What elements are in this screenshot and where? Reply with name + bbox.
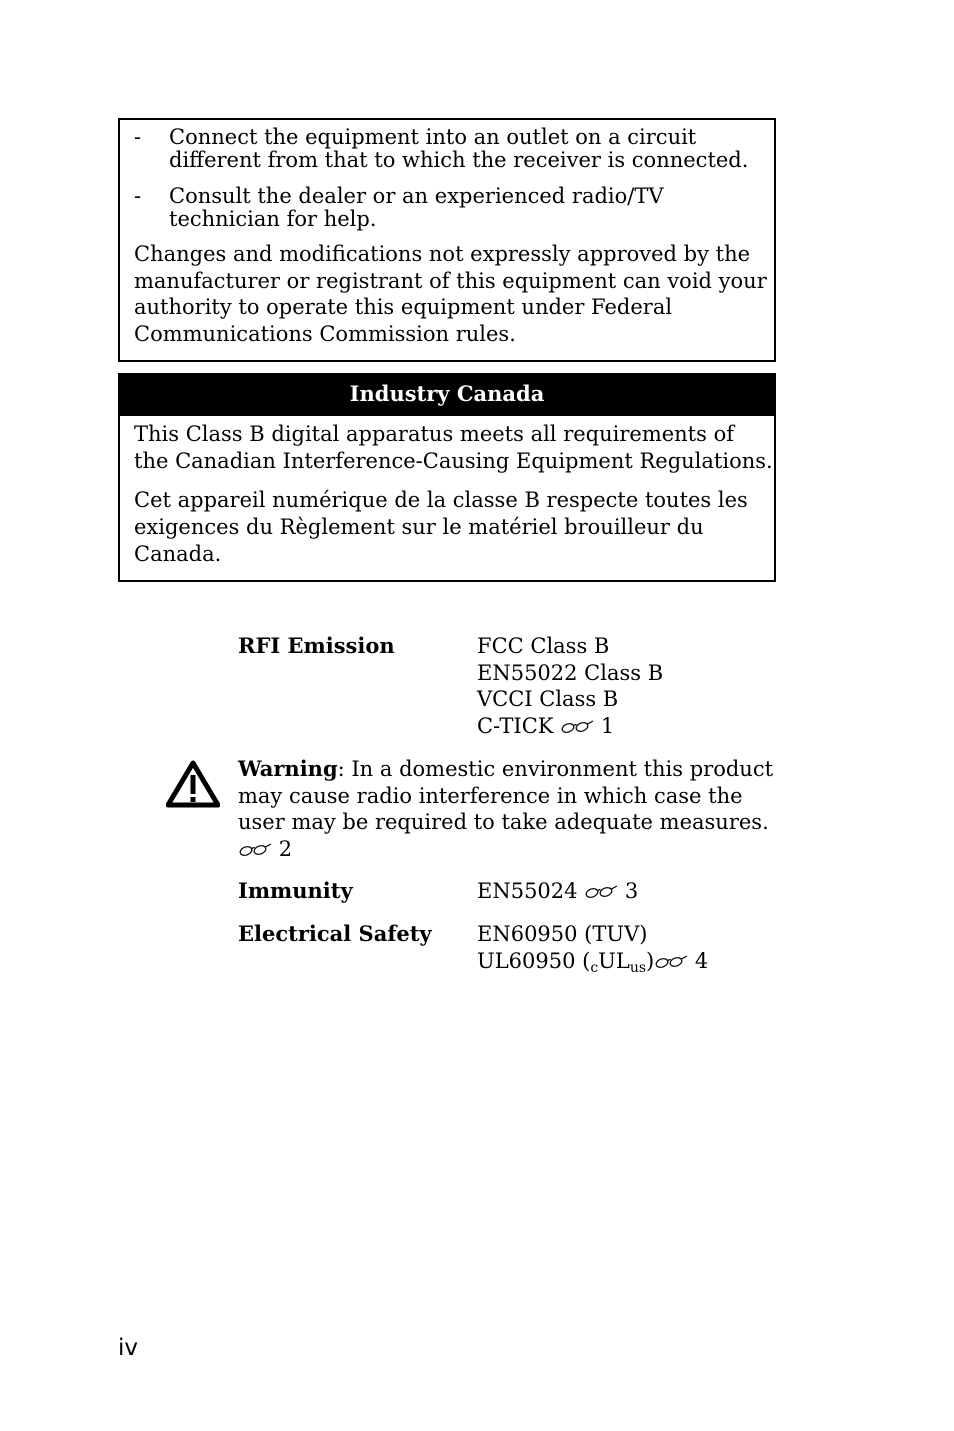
ul-sub-c: c	[590, 959, 599, 976]
immunity-reference-number: 3	[624, 879, 639, 903]
glasses-reference-icon	[560, 714, 594, 728]
industry-canada-paragraph-fr: Cet appareil numérique de la classe B respecte toutes les exigences du Règlement sur le matériel brouilleur du Canada.	[134, 488, 748, 566]
ul-prefix: UL60950 (	[477, 948, 591, 973]
warning-label: Warning	[238, 756, 338, 781]
industry-canada-paragraph-en: This Class B digital apparatus meets all requirements of the Canadian Interference-Causing Equipment Regulations.	[134, 422, 773, 473]
glasses-reference-icon	[238, 837, 272, 851]
warning-text	[238, 756, 778, 862]
warning-reference-number: 2	[278, 836, 293, 861]
rfi-emission-label: RFI Emission	[238, 633, 395, 658]
page-number: iv	[118, 1335, 139, 1361]
immunity-label: Immunity	[238, 878, 353, 903]
immunity-value-line	[477, 878, 638, 905]
rfi-value: VCCI Class B	[477, 687, 619, 711]
rfi-value: FCC Class B	[477, 634, 610, 658]
warning-triangle-icon	[166, 760, 220, 808]
bullet-text: Connect the equipment into an outlet on a circuit different from that to which the receiver is connected.	[169, 125, 749, 172]
glasses-reference-icon	[654, 949, 688, 963]
warning-body: : In a domestic environment this product may cause radio interference in which case the user may be required to take adequate measures.	[238, 757, 774, 834]
electrical-safety-label: Electrical Safety	[238, 921, 432, 946]
ctick-reference-number: 1	[600, 713, 615, 738]
safety-value-tuv: EN60950 (TUV)	[477, 922, 648, 946]
fcc-notice-box	[118, 118, 776, 362]
safety-reference-number: 4	[694, 948, 709, 973]
ul-mid: UL	[598, 948, 630, 973]
ul-close: )	[646, 948, 655, 973]
bullet-dash: -	[134, 184, 142, 208]
fcc-changes-paragraph: Changes and modifications not expressly approved by the manufacturer or registrant of this equipment can void your authority to operate this equipment under Federal Communications Commission rules.	[134, 242, 767, 346]
bullet-text: Consult the dealer or an experienced radio/TV technician for help.	[169, 184, 664, 231]
industry-canada-heading: Industry Canada	[120, 375, 774, 416]
industry-canada-box	[118, 373, 776, 582]
safety-value-ul	[477, 948, 708, 975]
rfi-value: EN55022 Class B	[477, 660, 664, 685]
glasses-reference-icon	[584, 879, 618, 893]
electrical-safety-values	[477, 921, 708, 974]
immunity-value: EN55024	[477, 879, 578, 903]
rfi-emission-values	[477, 633, 663, 739]
ctick-label: C-TICK	[477, 713, 554, 738]
bullet-dash: -	[134, 125, 142, 149]
ul-sub-us: us	[629, 959, 647, 976]
ctick-line	[477, 713, 663, 740]
